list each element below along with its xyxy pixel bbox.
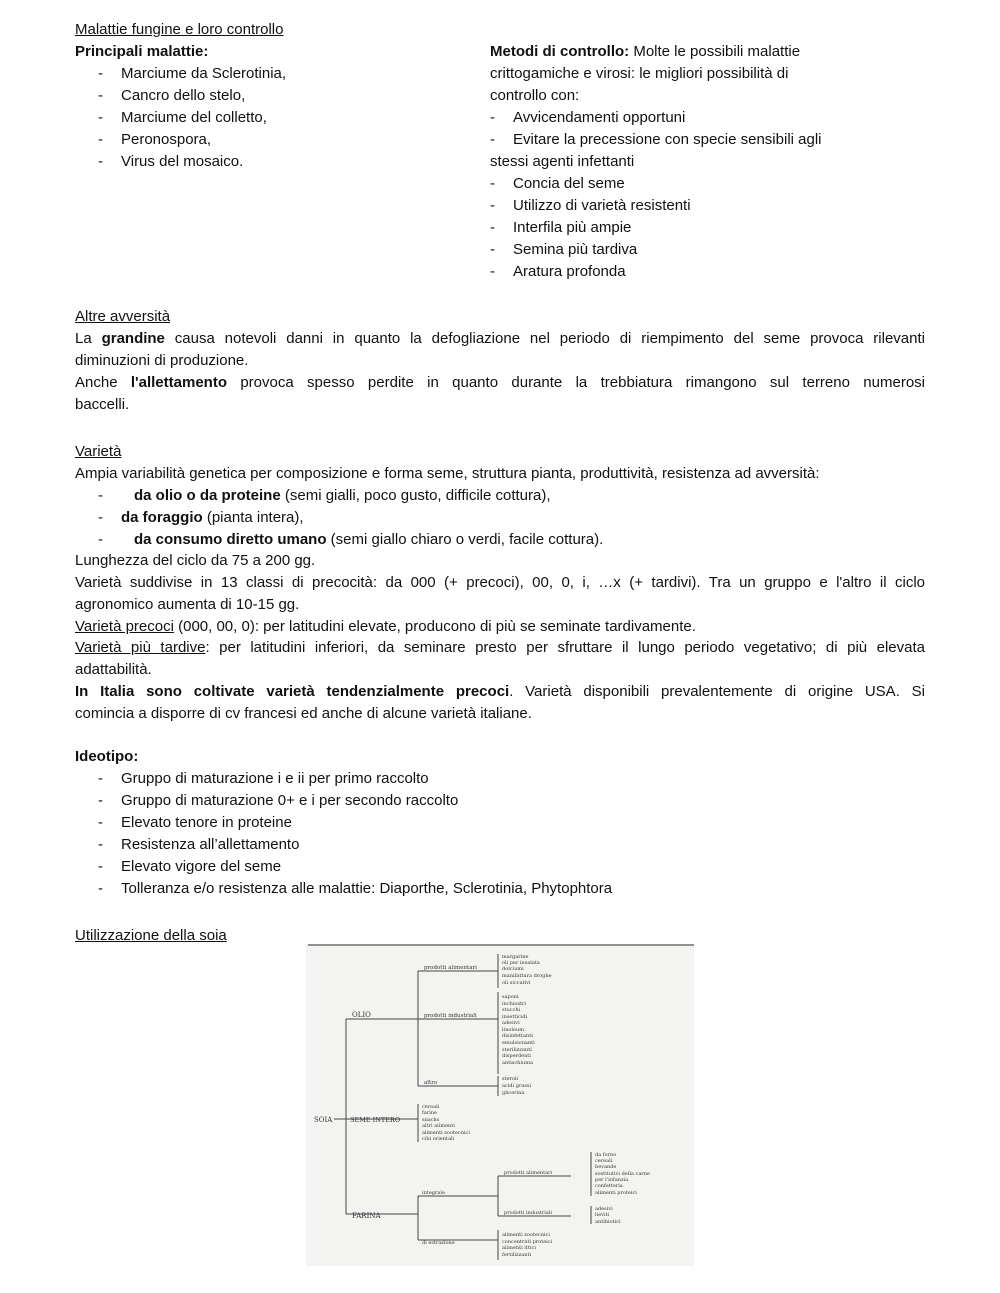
- diagram-leaf: emulsionanti: [502, 1040, 535, 1046]
- list-dash: -: [490, 219, 495, 236]
- text-run-underlined: Varietà più tardive: [75, 639, 206, 656]
- list-dash: -: [98, 858, 103, 875]
- text-run: . Varietà disponibili prevalentemente di origine USA. Si: [509, 683, 925, 700]
- diagram-leaf: adesivi: [595, 1206, 613, 1212]
- paragraph-line: Lunghezza del ciclo da 75 a 200 gg.: [75, 552, 316, 569]
- list-dash: -: [98, 487, 103, 504]
- diagram-leaf: disperdenti: [502, 1053, 531, 1059]
- paragraph-line: Ampia variabilità genetica per composizione e forma seme, struttura pianta, produttività, resistenza ad avversità:: [75, 465, 820, 482]
- ideotipo-item: Gruppo di maturazione 0+ e i per secondo raccolto: [121, 792, 459, 809]
- text-run: (semi gialli, poco gusto, difficile cottura),: [280, 487, 551, 504]
- diagram-leaf: margarine: [502, 954, 529, 960]
- paragraph-line: agronomico aumenta di 10-15 gg.: [75, 596, 300, 613]
- diagram-leaf: alimenti zootecnici: [502, 1232, 550, 1238]
- diseases-title: Principali malattie:: [75, 43, 209, 60]
- diagram-leaf: oli per insalata: [502, 960, 540, 966]
- ideotipo-item: Tolleranza e/o resistenza alle malattie: Diaporthe, Sclerotinia, Phytophtora: [121, 880, 613, 897]
- paragraph-line: diminuzioni di produzione.: [75, 352, 249, 369]
- text-run: La: [75, 330, 102, 347]
- variety-type-item: [134, 485, 551, 507]
- diagram-leaf: alimenti proteici: [595, 1190, 637, 1196]
- list-dash: -: [98, 792, 103, 809]
- list-dash: -: [490, 197, 495, 214]
- diagram-leaf: antischiuma: [502, 1060, 533, 1066]
- text-run: (semi giallo chiaro o verdi, facile cottura).: [326, 531, 604, 548]
- diagram-leaf: acidi grassi: [502, 1083, 532, 1089]
- section-heading-ideotipo: Ideotipo:: [75, 748, 139, 765]
- diagram-node: prodotti industriali: [504, 1210, 553, 1216]
- diagram-leaf: farine: [422, 1110, 437, 1116]
- list-dash: -: [490, 263, 495, 280]
- methods-title: Metodi di controllo:: [490, 43, 630, 60]
- list-dash: -: [98, 770, 103, 787]
- method-item: Avvicendamenti opportuni: [513, 109, 686, 126]
- diagram-leaf: concentrati proteici: [502, 1239, 553, 1245]
- list-dash: -: [490, 131, 495, 148]
- diagram-node: prodotti alimentari: [424, 965, 477, 971]
- diagram-node-seme-intero: SEME INTERO: [350, 1116, 401, 1124]
- disease-item: Marciume del colletto,: [121, 109, 267, 126]
- diagram-leaf: adesivi: [502, 1020, 520, 1026]
- list-dash: -: [98, 65, 103, 82]
- section-heading-fungal: Malattie fungine e loro controllo: [75, 21, 284, 38]
- diagram-leaf: confetteria: [595, 1183, 623, 1189]
- text-run-bold: da consumo diretto umano: [134, 531, 327, 548]
- diagram-leaf: oli siccativi: [502, 980, 531, 986]
- soy-uses-diagram: [306, 944, 694, 1266]
- list-dash: -: [98, 131, 103, 148]
- diagram-leaf: stucchi: [502, 1007, 521, 1013]
- paragraph-line: [75, 372, 925, 394]
- diagram-node: altro: [424, 1080, 438, 1086]
- diagram-leaf: altri alimenti: [422, 1123, 455, 1129]
- list-dash: -: [98, 531, 103, 548]
- disease-item: Cancro dello stelo,: [121, 87, 246, 104]
- text-run-bold: da foraggio: [121, 509, 203, 526]
- diagram-leaf: per l'infanzia: [595, 1177, 629, 1183]
- diagram-leaf: da forno: [595, 1152, 617, 1158]
- text-run: : per latitudini inferiori, da seminare presto per sfruttare il lungo periodo vegetativo; di più elevata: [205, 639, 925, 656]
- paragraph-line: comincia a disporre di cv francesi ed anche di alcune varietà italiane.: [75, 705, 532, 722]
- list-dash: -: [98, 509, 103, 526]
- text-run: (000, 00, 0): per latitudini elevate, producono di più se seminate tardivamente.: [173, 618, 696, 635]
- diagram-leaf: alimenti zootecnici: [422, 1130, 470, 1136]
- text-run: causa notevoli danni in quanto la defogliazione nel periodo di riempimento del seme provoca rilevanti: [164, 330, 925, 347]
- methods-intro-line: controllo con:: [490, 87, 580, 104]
- section-heading-varieta: Varietà: [75, 443, 122, 460]
- list-dash: -: [98, 109, 103, 126]
- text-run: Anche: [75, 374, 131, 391]
- methods-intro-line: [490, 41, 800, 63]
- methods-intro-line: crittogamiche e virosi: le migliori possibilità di: [490, 65, 789, 82]
- diagram-leaf: cereali: [595, 1158, 613, 1164]
- diagram-node: di estrazione: [422, 1240, 455, 1246]
- method-item: Utilizzo di varietà resistenti: [513, 197, 691, 214]
- disease-item: Virus del mosaico.: [121, 153, 244, 170]
- text-run: provoca spesso perdite in quanto durante la trebbiatura rimangono sul terreno numerosi: [226, 374, 925, 391]
- diagram-leaf: alimenti ittici: [502, 1245, 536, 1251]
- diagram-node: prodotti industriali: [424, 1013, 477, 1019]
- list-dash: -: [490, 109, 495, 126]
- paragraph-line: [75, 681, 925, 703]
- diagram-leaf: snacks: [422, 1117, 440, 1123]
- paragraph-line: [75, 637, 925, 659]
- list-dash: -: [490, 241, 495, 258]
- list-dash: -: [98, 880, 103, 897]
- diagram-node-olio: OLIO: [352, 1011, 371, 1019]
- diagram-leaf: cibi orientali: [422, 1136, 455, 1142]
- ideotipo-item: Elevato vigore del seme: [121, 858, 282, 875]
- diagram-leaf: dolciumi: [502, 966, 524, 972]
- diagram-leaf: cereali: [422, 1104, 440, 1110]
- ideotipo-item: Resistenza all’allettamento: [121, 836, 300, 853]
- method-item: Concia del seme: [513, 175, 625, 192]
- method-item: Semina più tardiva: [513, 241, 638, 258]
- diagram-leaf: insetticidi: [502, 1014, 528, 1020]
- paragraph-line: baccelli.: [75, 396, 130, 413]
- diagram-node: prodotti alimentari: [504, 1170, 553, 1176]
- list-dash: -: [98, 814, 103, 831]
- diagram-node-root: SOIA: [314, 1116, 333, 1124]
- diagram-leaf: antibiotici: [595, 1219, 621, 1225]
- method-item: Aratura profonda: [513, 263, 626, 280]
- diagram-leaf: disinfettanti: [502, 1033, 533, 1039]
- text-run-bold: l'allettamento: [130, 374, 227, 391]
- text-run-underlined: Varietà precoci: [75, 618, 174, 635]
- paragraph-line: [75, 616, 925, 638]
- paragraph-line: [75, 328, 925, 350]
- diagram-leaf: saponi: [502, 994, 519, 1000]
- method-item: Interfila più ampie: [513, 219, 632, 236]
- diagram-leaf: glicerina: [502, 1090, 525, 1096]
- list-dash: -: [98, 87, 103, 104]
- ideotipo-item: Elevato tenore in proteine: [121, 814, 292, 831]
- disease-item: Marciume da Sclerotinia,: [121, 65, 287, 82]
- diagram-leaf: linoleum: [502, 1027, 524, 1033]
- text-run: (pianta intera),: [202, 509, 304, 526]
- list-dash: -: [98, 153, 103, 170]
- list-dash: -: [490, 175, 495, 192]
- section-heading-altre: Altre avversità: [75, 308, 171, 325]
- variety-type-item: [121, 507, 304, 529]
- methods-intro-text: Molte le possibili malattie: [633, 43, 801, 60]
- diagram-leaf: steroli: [502, 1076, 519, 1082]
- diagram-leaf: lieviti: [595, 1212, 610, 1218]
- diagram-leaf: bevande: [595, 1164, 617, 1170]
- paragraph-line: adattabilità.: [75, 661, 152, 678]
- ideotipo-item: Gruppo di maturazione i e ii per primo raccolto: [121, 770, 429, 787]
- section-heading-utilizzazione: Utilizzazione della soia: [75, 927, 227, 944]
- variety-type-item: [134, 529, 603, 551]
- diagram-node-farina: FARINA: [352, 1212, 381, 1220]
- diagram-leaf: fertilizzanti: [502, 1252, 532, 1258]
- diagram-node: integrale: [422, 1190, 445, 1196]
- method-item-continued: stessi agenti infettanti: [490, 153, 635, 170]
- paragraph-line: Varietà suddivise in 13 classi di precocità: da 000 (+ precoci), 00, 0, i, …x (+ tardivi). Tra un gruppo e l'altro il ciclo: [75, 574, 925, 591]
- diagram-leaf: sostitutivi della carne: [595, 1171, 650, 1177]
- diagram-leaf: sterilizzanti: [502, 1047, 532, 1053]
- disease-item: Peronospora,: [121, 131, 212, 148]
- diagram-leaf: manifattura droghe: [502, 973, 552, 979]
- text-run-bold: In Italia sono coltivate varietà tendenzialmente precoci: [75, 683, 510, 700]
- diagram-leaf: inchiostri: [502, 1001, 527, 1007]
- list-dash: -: [98, 836, 103, 853]
- method-item: Evitare la precessione con specie sensibili agli: [513, 131, 822, 148]
- text-run-bold: da olio o da proteine: [134, 487, 281, 504]
- text-run-bold: grandine: [101, 330, 165, 347]
